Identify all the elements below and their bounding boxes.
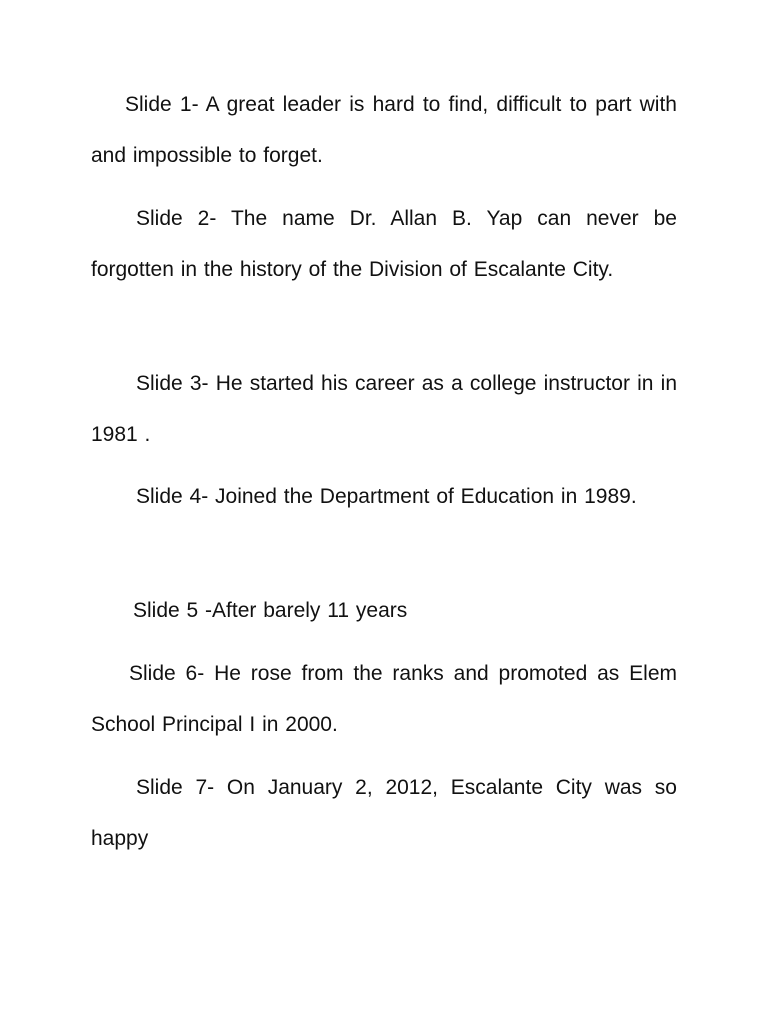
- paragraph-slide-5: Slide 5 -After barely 11 years: [133, 599, 408, 622]
- paragraph-slide-4: Slide 4- Joined the Department of Education in 1989.: [136, 485, 637, 508]
- paragraph-slide-7: Slide 7- On January 2, 2012, Escalante City was so happy: [91, 776, 677, 850]
- paragraph-slide-6: Slide 6- He rose from the ranks and promoted as Elem School Principal I in 2000.: [91, 662, 677, 736]
- paragraph-slide-1: Slide 1- A great leader is hard to find, difficult to part with and impossible to forget.: [91, 93, 677, 167]
- paragraph-slide-3: Slide 3- He started his career as a college instructor in in 1981 .: [91, 372, 677, 446]
- paragraph-slide-2: Slide 2- The name Dr. Allan B. Yap can never be forgotten in the history of the Division of Escalante City.: [91, 207, 677, 281]
